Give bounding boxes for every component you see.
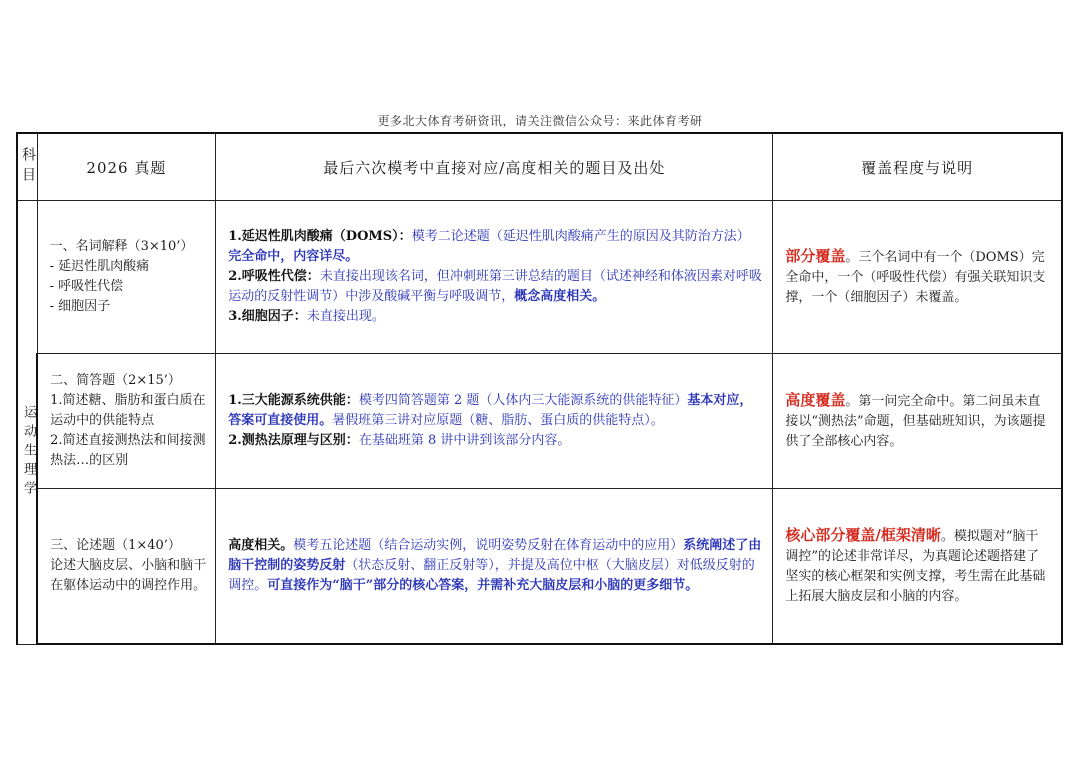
source-cell	[216, 354, 773, 489]
header-source: 最后六次模考中直接对应/高度相关的题目及出处	[216, 133, 773, 201]
source-line: 2.呼吸性代偿：未直接出现该名词，但冲刺班第三讲总结的题目（试述神经和体液因素对呼吸运动的反射性调节）中涉及酸碱平衡与呼吸调节，概念高度相关。	[228, 269, 762, 304]
table-row	[17, 201, 1062, 354]
question-cell	[37, 354, 216, 489]
source-line: 3.细胞因子：未直接出现。	[228, 309, 385, 324]
header-coverage: 覆盖程度与说明	[773, 133, 1062, 201]
source-line: 1.延迟性肌肉酸痛（DOMS）：模考二论述题（延迟性肌肉酸痛产生的原因及其防治方法）完全命中，内容详尽。	[228, 229, 750, 264]
table-row	[17, 489, 1062, 645]
coverage-text: 。三个名词中有一个（DOMS）完全命中，一个（呼吸性代偿）有强关联知识支撑，一个（细胞因子）未覆盖。	[785, 250, 1046, 305]
question-title: 三、论述题（1×40’）	[50, 538, 181, 553]
question-item: - 呼吸性代偿	[49, 279, 124, 294]
source-line: 高度相关。模考五论述题（结合运动实例，说明姿势反射在体育运动中的应用）系统阐述了由脑干控制的姿势反射（状态反射、翻正反射等），并提及高位中枢（大脑皮层）对低级反射的调控。可直接作为“脑干”部分的核心答案，并需补充大脑皮层和小脑的更多细节。	[228, 538, 762, 593]
coverage-cell	[773, 201, 1062, 354]
coverage-cell	[773, 354, 1062, 489]
header-question: 2026 真题	[37, 133, 216, 201]
header-note: 更多北大体育考研资讯，请关注微信公众号：来此体育考研	[377, 114, 703, 128]
question-item: 1.简述糖、脂肪和蛋白质在运动中的供能特点	[50, 393, 206, 428]
source-line: 1.三大能源系统供能：模考四简答题第 2 题（人体内三大能源系统的供能特征）基本对应，答案可直接使用。暑假班第三讲对应原题（糖、脂肪、蛋白质的供能特点）。	[228, 393, 753, 428]
question-title: 一、名词解释（3×10’）	[49, 239, 194, 254]
coverage-level: 部分覆盖	[785, 247, 846, 265]
coverage-level: 核心部分覆盖/框架清晰	[785, 526, 941, 544]
source-line: 2.测热法原理与区别：在基础班第 8 讲中讲到该部分内容。	[228, 433, 571, 448]
comparison-table	[16, 132, 1063, 645]
question-item: 论述大脑皮层、小脑和脑干在躯体运动中的调控作用。	[50, 558, 207, 593]
table-header-row	[17, 133, 1062, 201]
coverage-text: 。模拟题对“脑干调控”的论述非常详尽，为真题论述题搭建了坚实的核心框架和实例支撑，考生需在此基础上拓展大脑皮层和小脑的内容。	[785, 529, 1046, 604]
source-cell	[216, 201, 773, 354]
question-item: - 细胞因子	[49, 299, 111, 314]
source-cell	[216, 489, 773, 645]
coverage-level: 高度覆盖	[785, 391, 846, 409]
coverage-text: 。第一问完全命中。第二问虽未直接以“测热法”命题，但基础班知识，为该题提供了全部核心内容。	[785, 394, 1046, 449]
question-cell	[37, 489, 216, 645]
table-row	[17, 354, 1062, 489]
subject-cell	[17, 201, 37, 645]
question-title: 二、简答题（2×15’）	[50, 373, 181, 388]
subject-name: 运动生理学	[21, 404, 36, 500]
question-item: 2.简述直接测热法和间接测热法…的区别	[50, 433, 206, 468]
question-cell	[37, 201, 216, 354]
coverage-cell	[773, 489, 1062, 645]
question-item: - 延迟性肌肉酸痛	[49, 259, 150, 274]
header-subject: 科目	[17, 133, 37, 201]
